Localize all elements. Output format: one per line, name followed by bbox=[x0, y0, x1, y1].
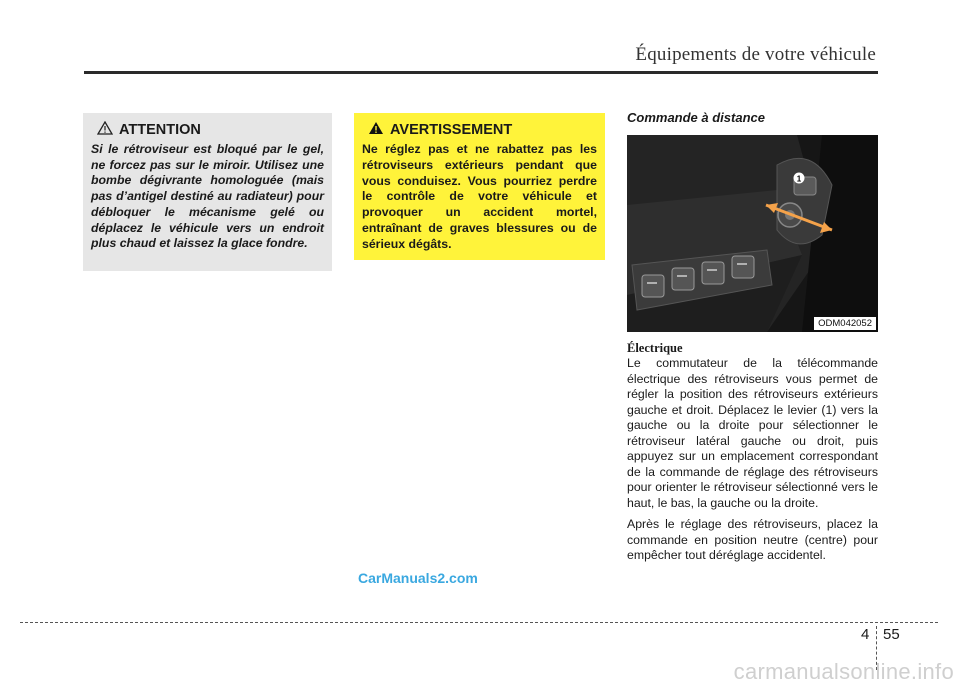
section-title: Commande à distance bbox=[627, 110, 765, 125]
mirror-control-figure bbox=[627, 135, 878, 332]
attention-body: Si le rétroviseur est bloqué par le gel, ne forcez pas sur le miroir. Utilisez une bombe dégivrante homologuée (mais pas d’antigel destiné au radiateur) pour débloquer le mécanisme gelé ou déplacez le véhicule vers un endroit plus chaud et laissez la glace fondre. bbox=[91, 142, 324, 251]
callout-1-badge bbox=[794, 173, 805, 184]
paragraph-1: Le commutateur de la télécommande électrique des rétroviseurs vous permet de régler la position des rétroviseurs extérieurs gauche et droit. Déplacez le levier (1) vers la gauche ou la droite pour sélectionner le rétroviseur latéral gauche ou droit, puis appuyez sur un emplacement correspondant de la commande de réglage des rétroviseurs pour orienter le rétroviseur sélectionné vers le haut, le bas, la gauche ou la droite. bbox=[627, 356, 878, 510]
door-panel-illustration bbox=[627, 135, 878, 332]
warning-heading-row bbox=[368, 121, 597, 139]
attention-heading-row bbox=[97, 121, 324, 139]
subheading-electric: Électrique bbox=[627, 341, 683, 355]
body-text bbox=[627, 356, 878, 570]
page-chapter-number: 4 bbox=[861, 626, 870, 643]
warning-filled-triangle-icon bbox=[368, 121, 384, 139]
callout-1-label: 1 bbox=[796, 174, 802, 184]
attention-box bbox=[83, 113, 332, 271]
site-watermark: carmanualsonline.info bbox=[733, 659, 954, 684]
page-header-title: Équipements de votre véhicule bbox=[635, 44, 876, 65]
footer-rule bbox=[20, 622, 938, 623]
carmanuals-watermark: CarManuals2.com bbox=[358, 570, 478, 586]
warning-heading: AVERTISSEMENT bbox=[390, 122, 513, 138]
paragraph-2: Après le réglage des rétroviseurs, placez la commande en position neutre (centre) pour empêcher tout déréglage accidentel. bbox=[627, 517, 878, 562]
header-rule bbox=[84, 71, 878, 74]
warning-box bbox=[354, 113, 605, 260]
page-number: 55 bbox=[883, 626, 900, 643]
attention-heading: ATTENTION bbox=[119, 122, 201, 138]
warning-body: Ne réglez pas et ne rabattez pas les rétroviseurs extérieurs pendant que vous conduisez. Vous pourriez perdre le contrôle de votre véhicule et provoquer un accident mortel, entraînant de graves blessures ou de sérieux dégâts. bbox=[362, 142, 597, 251]
warning-triangle-icon bbox=[97, 121, 113, 139]
figure-caption: ODM042052 bbox=[814, 317, 876, 330]
